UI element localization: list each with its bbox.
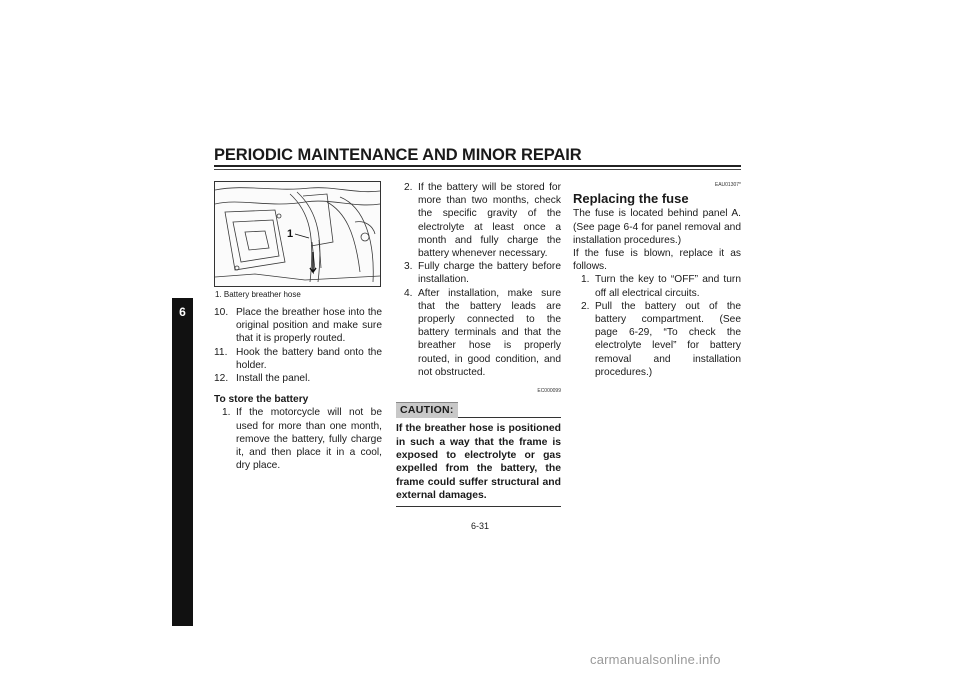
- page-title: PERIODIC MAINTENANCE AND MINOR REPAIR: [214, 146, 582, 164]
- caution-label: CAUTION:: [396, 402, 458, 418]
- caution-text: If the breather hose is positioned in such a way that the frame is exposed to electrolyte or gas expelled from the battery, the frame could suffer structural and external damages.: [396, 423, 561, 501]
- store-battery-heading: To store the battery: [214, 394, 309, 406]
- step-item: [214, 372, 382, 385]
- column-2: [396, 181, 561, 507]
- step-number: 1.: [222, 407, 231, 419]
- section-heading: Replacing the fuse: [573, 191, 689, 207]
- step-number: 11.: [214, 346, 228, 358]
- caution-end-rule: [396, 506, 561, 507]
- step-text: Turn the key to “OFF” and turn off all electrical circuits.: [595, 274, 741, 299]
- step-item: [396, 260, 561, 286]
- step-item: [573, 273, 741, 299]
- section-code: EAU01307*: [714, 182, 741, 188]
- figure-callout-1: 1: [287, 228, 294, 240]
- intro-text-2: If the fuse is blown, replace it as follows.: [573, 248, 741, 273]
- column-3: [573, 181, 741, 379]
- step-text: Install the panel.: [236, 373, 311, 385]
- step-text: If the battery will be stored for more than two months, check the specific gravity of the electrolyte at least once a month and fully charge the battery whenever necessary.: [418, 182, 561, 260]
- header-rule-thin: [214, 169, 741, 170]
- step-number: 3.: [404, 261, 413, 273]
- watermark: carmanualsonline.info: [590, 652, 721, 667]
- step-item: [396, 181, 561, 260]
- step-item: [214, 406, 382, 472]
- step-text: Fully charge the battery before installation.: [418, 261, 561, 286]
- step-number: 12.: [214, 373, 229, 385]
- battery-figure: [214, 181, 381, 287]
- caution-code: EC000099: [537, 388, 561, 395]
- step-number: 2.: [581, 300, 590, 312]
- chapter-side-tab: [172, 298, 193, 626]
- step-item: [214, 346, 382, 372]
- page-number: 6-31: [470, 521, 489, 531]
- step-number: 4.: [404, 287, 413, 299]
- step-number: 10.: [214, 307, 229, 318]
- step-item: [396, 287, 561, 379]
- step-number: 2.: [404, 182, 413, 193]
- column-1: [214, 306, 382, 472]
- step-item: [573, 300, 741, 379]
- caution-box: [396, 402, 561, 507]
- step-text: Hook the battery band onto the holder.: [236, 346, 382, 371]
- intro-text: The fuse is located behind panel A. (See page 6-4 for panel removal and installation procedures.): [573, 208, 741, 246]
- chapter-number: 6: [179, 305, 186, 319]
- figure-caption: 1. Battery breather hose: [215, 290, 301, 299]
- header-rule: [214, 165, 741, 167]
- step-text: Pull the battery out of the battery compartment. (See page 6-29, “To check the electrolyte level” for battery removal and installation procedures.): [595, 300, 741, 378]
- step-text: Place the breather hose into the original position and make sure that it is properly routed.: [236, 307, 382, 345]
- step-text: After installation, make sure that the battery leads are properly connected to the battery terminals and that the breather hose is properly routed, in good condition, and not obstructed.: [418, 287, 561, 378]
- step-number: 1.: [581, 274, 590, 286]
- step-item: [214, 306, 382, 346]
- battery-illustration: [215, 182, 380, 286]
- step-text: If the motorcycle will not be used for more than one month, remove the battery, fully charge it, and then place it in a cool, dry place.: [236, 407, 382, 472]
